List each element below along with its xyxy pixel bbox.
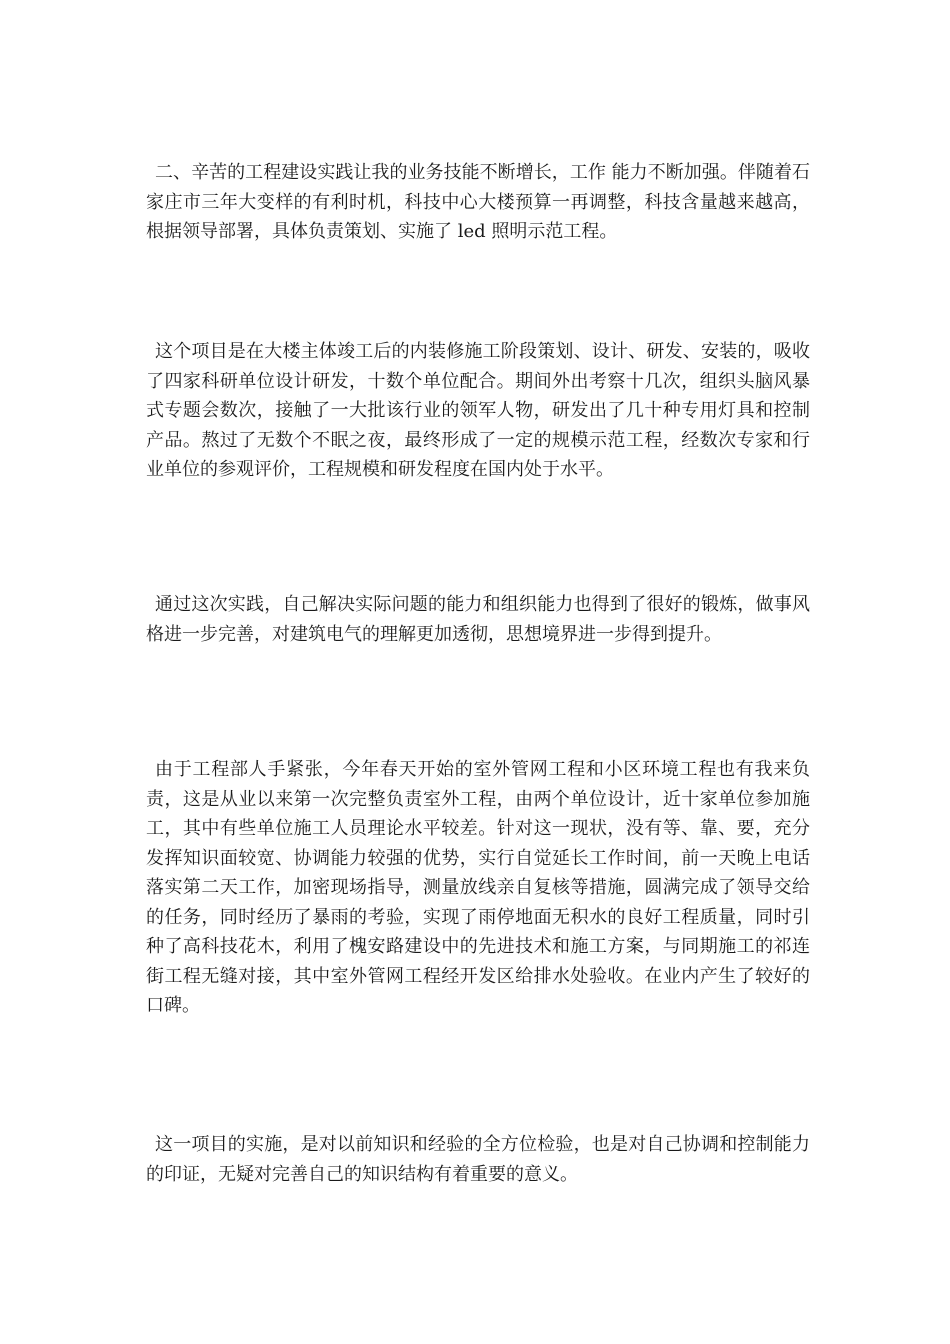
paragraph-2: 这个项目是在大楼主体竣工后的内装修施工阶段策划、设计、研发、安装的，吸收了四家科研单位设计研发，十数个单位配合。期间外出考察十几次，组织头脑风暴式专题会数次，接触了一大批该行业的领军人物，研发出了几十种专用灯具和控制产品。熬过了无数个不眠之夜，最终形成了一定的规模示范工程，经数次专家和行业单位的参观评价，工程规模和研发程度在国内处于水平。 [146,341,810,480]
paragraph-5: 这一项目的实施，是对以前知识和经验的全方位检验，也是对自己协调和控制能力的印证，无疑对完善自己的知识结构有着重要的意义。 [146,1134,810,1185]
paragraph-1: 二、辛苦的工程建设实践让我的业务技能不断增长，工作 能力不断加强。伴随着石家庄市三年大变样的有利时机，科技中心大楼预算一再调整，科技含量越来越高，根据领导部署，具体负责策划、实施了 led 照明示范工程。 [146,162,810,242]
paragraph-3: 通过这次实践，自己解决实际问题的能力和组织能力也得到了很好的锻炼，做事风格进一步完善，对建筑电气的理解更加透彻，思想境界进一步得到提升。 [146,594,810,645]
paragraph-4: 由于工程部人手紧张，今年春天开始的室外管网工程和小区环境工程也有我来负责，这是从业以来第一次完整负责室外工程，由两个单位设计，近十家单位参加施工，其中有些单位施工人员理论水平较差。针对这一现状，没有等、靠、要，充分发挥知识面较宽、协调能力较强的优势，实行自觉延长工作时间，前一天晚上电话落实第二天工作，加密现场指导，测量放线亲自复核等措施，圆满完成了领导交给的任务，同时经历了暴雨的考验，实现了雨停地面无积水的良好工程质量，同时引种了高科技花木，利用了槐安路建设中的先进技术和施工方案，与同期施工的祁连街工程无缝对接，其中室外管网工程经开发区给排水处验收。在业内产生了较好的口碑。 [146,759,810,1016]
